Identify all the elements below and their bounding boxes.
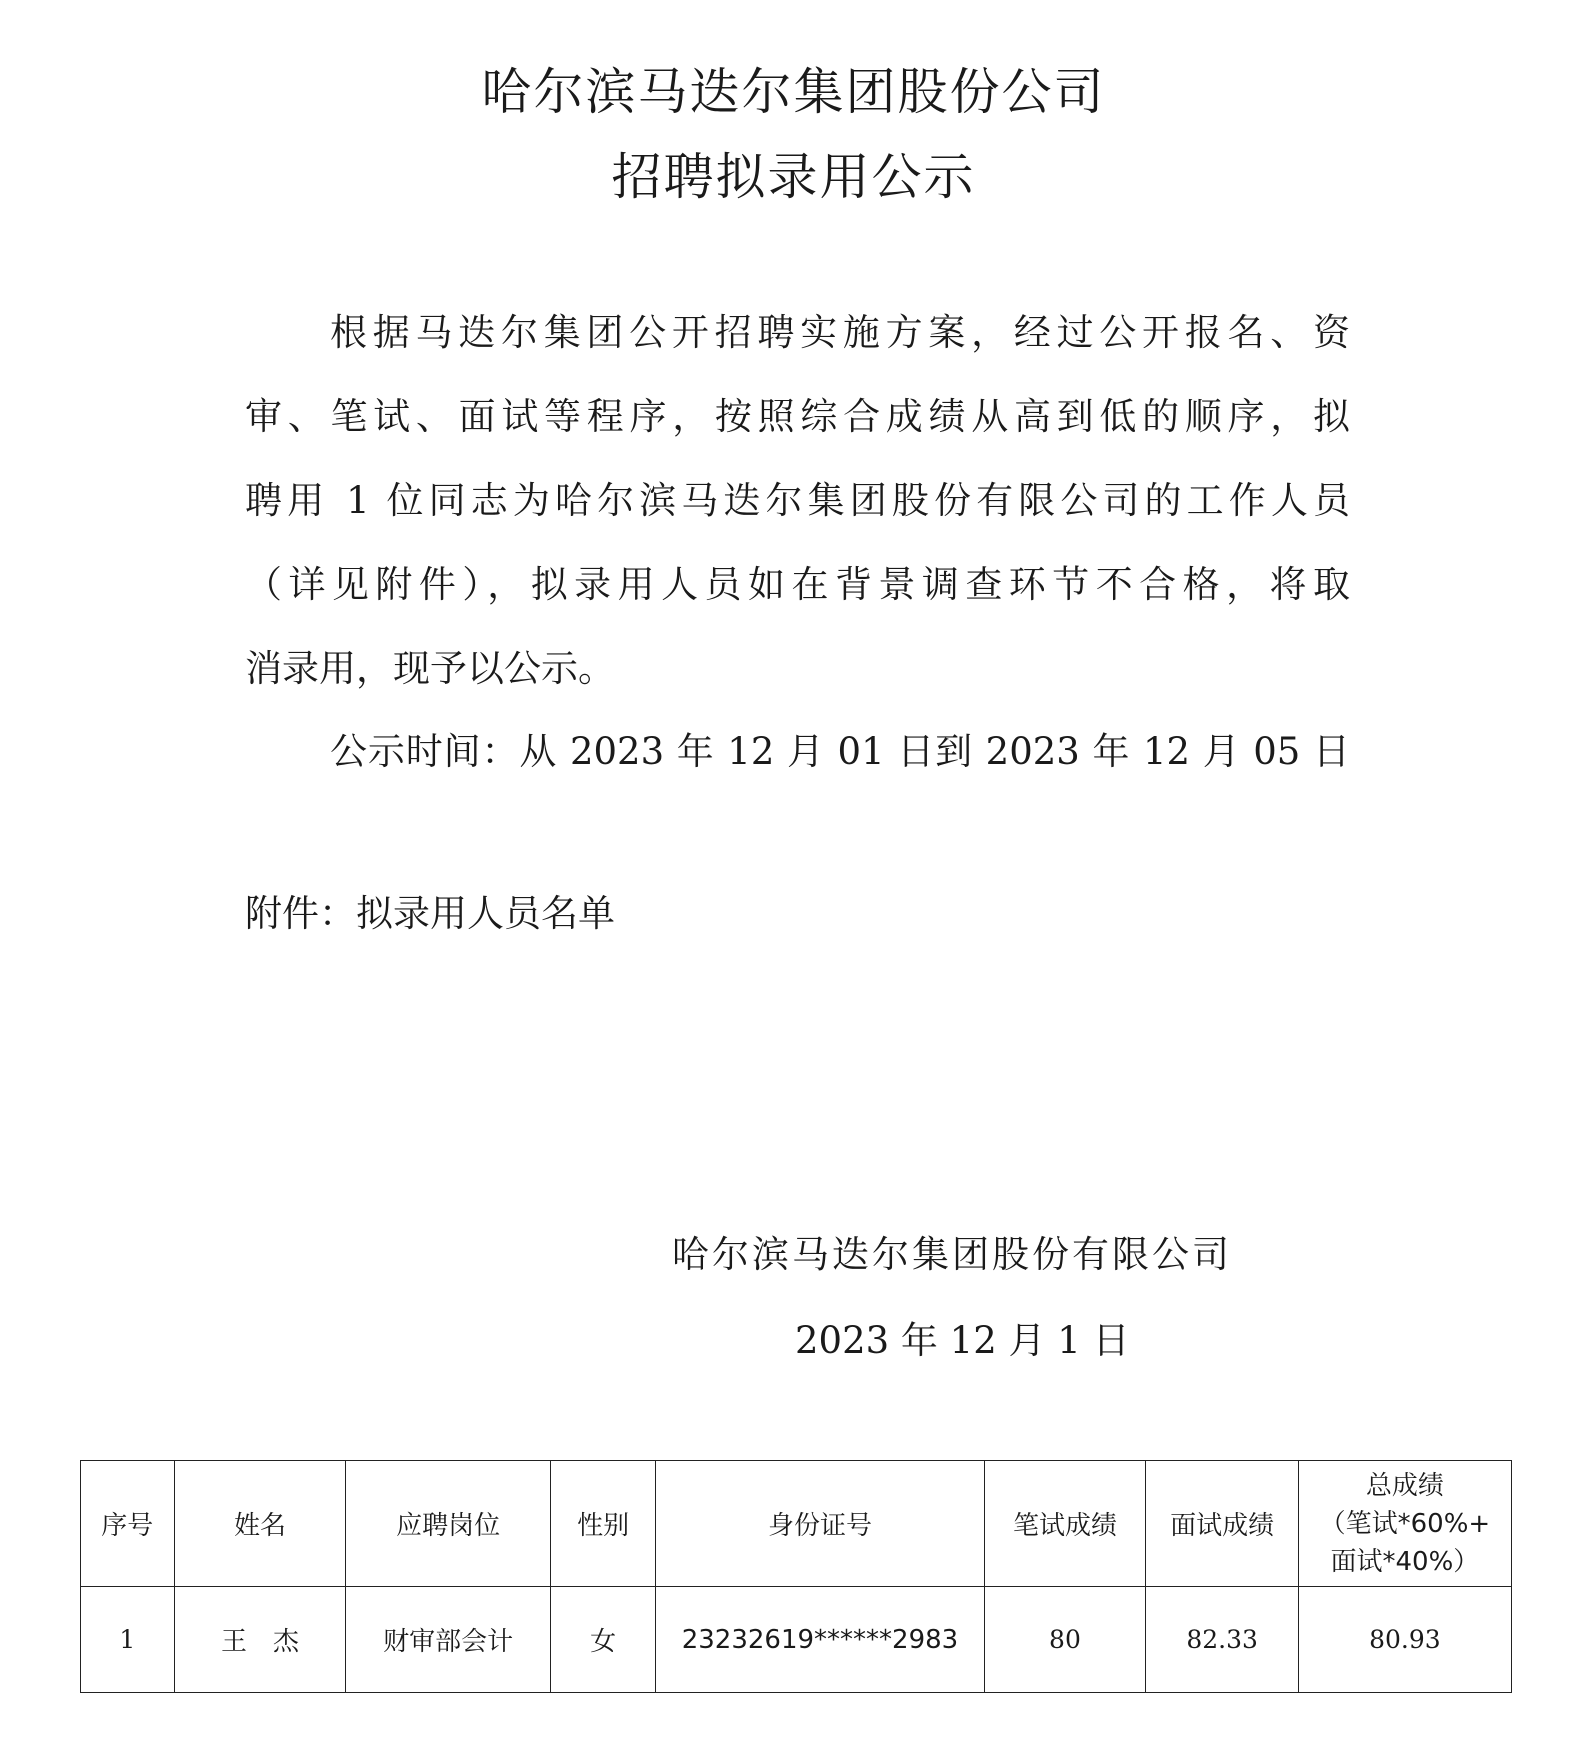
- header-interview-score: 面试成绩: [1146, 1461, 1298, 1587]
- attachment-note: 附件：拟录用人员名单: [245, 892, 615, 935]
- body-paragraph-line-5: 消录用，现予以公示。: [245, 647, 615, 690]
- cell-interview-score: 82.33: [1146, 1587, 1298, 1693]
- body-paragraph-line-3: 聘用 1 位同志为哈尔滨马迭尔集团股份有限公司的工作人员: [245, 479, 1350, 522]
- cell-name: 王 杰: [174, 1587, 346, 1693]
- header-name: 姓名: [174, 1461, 346, 1587]
- header-total-formula-2: 面试*40%）: [1330, 1546, 1480, 1577]
- header-gender: 性别: [550, 1461, 656, 1587]
- header-total-score: [1298, 1461, 1511, 1587]
- cell-id-number: 23232619******2983: [656, 1587, 984, 1693]
- notice-period: 公示时间：从 2023 年 12 月 01 日到 2023 年 12 月 05 日: [330, 730, 1350, 773]
- header-position: 应聘岗位: [346, 1461, 550, 1587]
- body-paragraph-line-1: 根据马迭尔集团公开招聘实施方案，经过公开报名、资: [330, 311, 1350, 354]
- cell-written-score: 80: [984, 1587, 1146, 1693]
- document-subtitle: 招聘拟录用公示: [611, 148, 976, 206]
- cell-index: 1: [81, 1587, 175, 1693]
- header-total-title: 总成绩: [1365, 1470, 1444, 1501]
- header-written-score: 笔试成绩: [984, 1461, 1146, 1587]
- header-index: 序号: [81, 1461, 175, 1587]
- cell-total-score: 80.93: [1298, 1587, 1511, 1693]
- signature-organization: 哈尔滨马迭尔集团股份有限公司: [672, 1233, 1232, 1276]
- candidate-table: [80, 1460, 1512, 1693]
- body-paragraph-line-2: 审、笔试、面试等程序，按照综合成绩从高到低的顺序，拟: [245, 395, 1350, 438]
- header-total-formula-1: （笔试*60%+: [1319, 1508, 1491, 1539]
- cell-position: 财审部会计: [346, 1587, 550, 1693]
- body-paragraph-line-4: （详见附件），拟录用人员如在背景调查环节不合格，将取: [245, 563, 1350, 606]
- table-row: [81, 1587, 1512, 1693]
- header-id-number: 身份证号: [656, 1461, 984, 1587]
- table-header-row: [81, 1461, 1512, 1587]
- cell-gender: 女: [550, 1587, 656, 1693]
- document-title: 哈尔滨马迭尔集团股份公司: [481, 63, 1106, 121]
- signature-date: 2023 年 12 月 1 日: [795, 1319, 1130, 1362]
